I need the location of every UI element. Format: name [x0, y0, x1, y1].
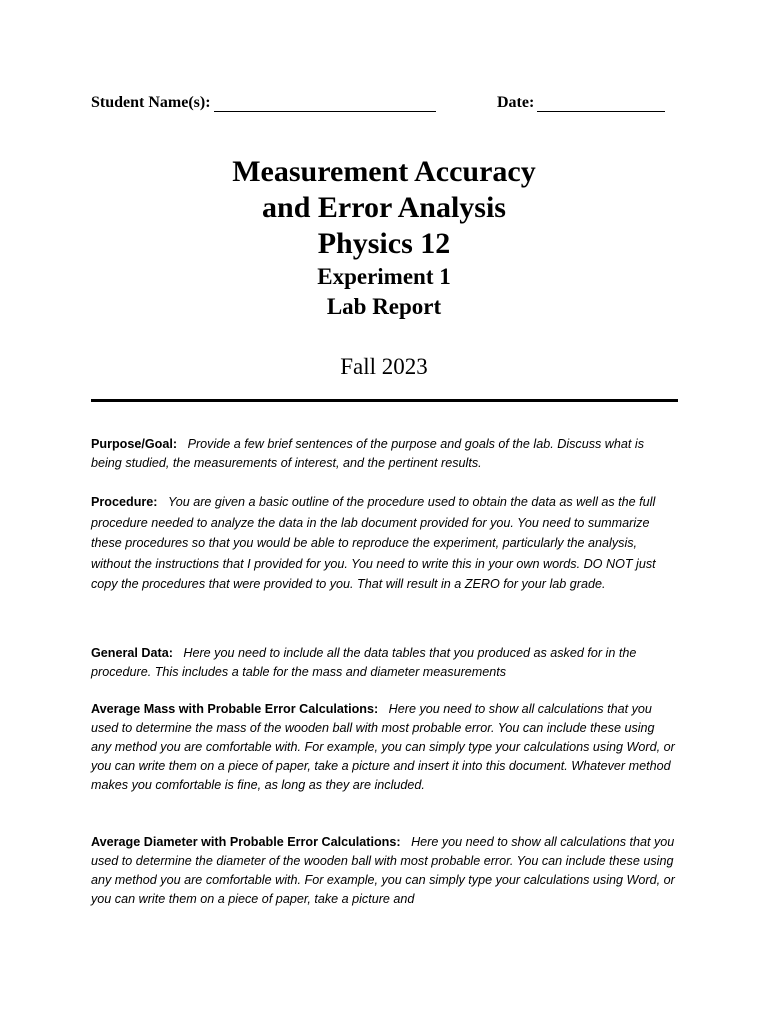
- title-line-3: Physics 12: [317, 227, 451, 260]
- section-label: Average Diameter with Probable Error Calculations:: [91, 835, 401, 849]
- section-label: Purpose/Goal:: [91, 437, 178, 451]
- header-fields: [91, 94, 678, 118]
- section-general-data: [91, 644, 678, 682]
- experiment-number: Experiment 1: [317, 264, 451, 289]
- section-procedure: [91, 492, 678, 595]
- report-type: Lab Report: [326, 294, 442, 319]
- date-field: [497, 94, 665, 112]
- term: Fall 2023: [340, 354, 428, 379]
- section-label: Average Mass with Probable Error Calculations:: [91, 702, 379, 716]
- section-average-mass: [91, 700, 678, 795]
- divider-rule: [91, 399, 678, 402]
- section-text: Here you need to show all calculations that you used to determine the diameter of the wooden ball with most probable error. You can include these using any method you are comfortable with. For example, you can simply type your calculations using Word, or you can write them on a piece of paper, take a picture and: [91, 835, 675, 906]
- section-label: Procedure:: [91, 495, 158, 509]
- section-text: You are given a basic outline of the procedure used to obtain the data as well as the full procedure needed to analyze the data in the lab document provided for you. You need to summarize these procedures so that you would be able to reproduce the experiment, particularly the analysis, without the instructions that I provided for you. You need to write this in your own words. DO NOT just copy the procedures that were provided to you. That will result in a ZERO for your lab grade.: [91, 495, 656, 591]
- title-line-1: Measurement Accuracy: [232, 155, 536, 188]
- date-label: Date:: [497, 94, 535, 111]
- title-line-2: and Error Analysis: [262, 191, 506, 224]
- student-name-label: Student Name(s):: [91, 94, 211, 111]
- section-text: Here you need to include all the data tables that you produced as asked for in the procedure. This includes a table for the mass and diameter measurements: [91, 646, 637, 679]
- student-name-field: [91, 94, 436, 112]
- section-average-diameter: [91, 833, 678, 909]
- section-text: Here you need to show all calculations that you used to determine the mass of the wooden ball with most probable error. You can include these using any method you are comfortable with. For example, you can simply type your calculations using Word, or you can write them on a piece of paper, take a picture and insert it into this document. Whatever method makes you comfortable is fine, as long as they are included.: [91, 702, 675, 792]
- section-text: Provide a few brief sentences of the purpose and goals of the lab. Discuss what is being studied, the measurements of interest, and the pertinent results.: [91, 437, 645, 470]
- title-block: [0, 154, 768, 322]
- section-purpose: [91, 435, 678, 473]
- student-name-blank[interactable]: [214, 95, 436, 112]
- date-blank[interactable]: [537, 95, 665, 112]
- section-label: General Data:: [91, 646, 173, 660]
